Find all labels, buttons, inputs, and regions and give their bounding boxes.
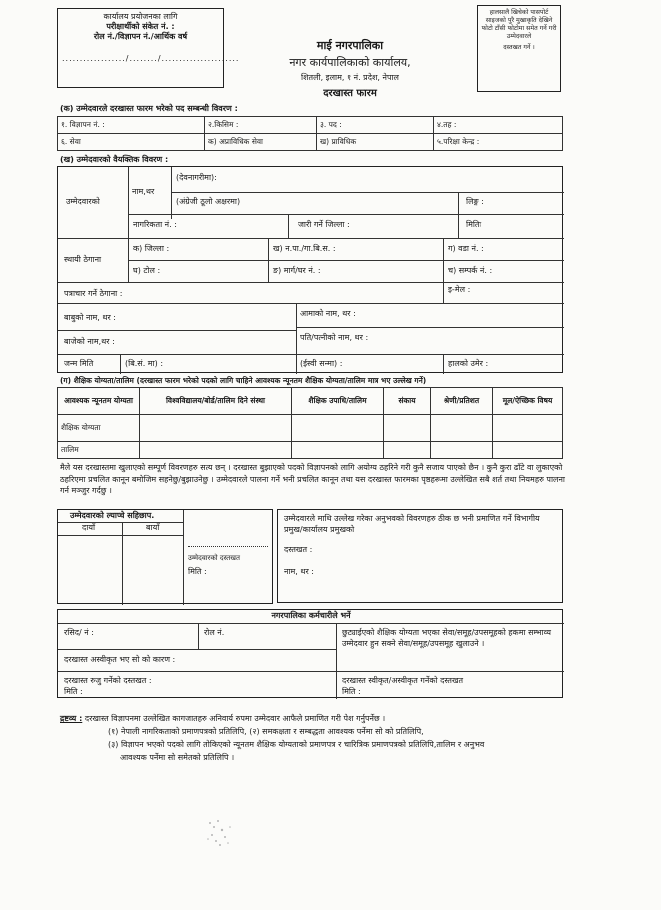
note-line4: आवश्यक पर्नेमा सो समेतको प्रतिलिपि । [120, 753, 235, 762]
tole-field[interactable]: घ) टोल : [133, 266, 161, 275]
training-degree-cell[interactable] [292, 442, 384, 459]
thumb-left-label: बायाँ [146, 523, 160, 532]
row-education-label: शैक्षिक योग्यता [58, 415, 140, 442]
candidate-signature-label: उम्मेदवारको दस्तखत [188, 554, 240, 562]
issued-district-field[interactable]: जारी गर्ने जिल्ला : [298, 220, 350, 229]
education-subject-cell[interactable] [493, 415, 563, 442]
staff-section [57, 609, 563, 698]
office-use-line3: रोल नं./विज्ञापन नं./आर्थिक वर्ष [93, 32, 188, 41]
section-b-heading: (ख) उम्मेदवारको वैयक्तिक विवरण : [60, 155, 169, 164]
level-field[interactable]: ४.तह : [434, 117, 563, 134]
ward-field[interactable]: ग) वडा नं. : [448, 244, 484, 253]
page-title: माई नगरपालिका [316, 39, 384, 52]
non-technical-option[interactable]: क) अप्राविधिक सेवा [205, 134, 317, 151]
citizenship-date-field[interactable]: मितिः [466, 220, 482, 229]
email-field[interactable]: इ-मेल : [448, 285, 471, 294]
training-division-cell[interactable] [431, 442, 493, 459]
col-institution: विश्वविद्यालय/बोर्ड/तालिम दिने संस्था [140, 388, 292, 415]
photo-sign-text: दस्तखत गर्ने । [503, 44, 535, 52]
dob-bs-field[interactable]: (बि.सं. मा) : [125, 359, 164, 368]
note-label: द्रष्टव्य : [60, 714, 83, 723]
office-address: शितली, इलाम, १ नं. प्रदेश, नेपाल [301, 73, 399, 82]
age-field[interactable]: हालको उमेर : [448, 359, 489, 368]
post-field[interactable]: ३. पद : [317, 117, 434, 134]
verification-box [277, 509, 563, 603]
section-b-table [57, 166, 563, 373]
dob-ad-field[interactable]: (ईस्वी सन्मा) : [300, 359, 343, 368]
name-devanagari-field[interactable]: (देवनागरीमा): [176, 173, 217, 182]
gender-field[interactable]: लिङ्ग : [466, 197, 484, 206]
col-subject: मूल/ऐच्छिक विषय [493, 388, 563, 415]
declaration-text: मैले यस दरखास्तमा खुलाएको सम्पूर्ण विवरणहरु सत्य छन् । दरखास्त बुझाएको पदको विज्ञापनको लागि अयोग्य ठहरिने गरी कुनै सजाय पाएको छैन । कुनै कुरा ढाँटे वा लुकाएको ठहरिएमा प्रचलित कानून बमोजिम सहनेछु/बुझाउनेछु । उम्मेदवारले पालना गर्ने भनी प्रचलित कानून तथा यस दरखास्त फारमका पृष्ठहरूमा उल्लेखित सबै शर्त तथा नियमहरु पालना गर्न मञ्जुर गर्दछु । [60, 463, 565, 496]
candidate-label: उम्मेदवारको [66, 197, 100, 206]
education-table [57, 387, 563, 459]
exam-center-field[interactable]: ५.परिक्षा केन्द्र : [434, 134, 563, 151]
reject-reason-field[interactable]: दरखास्त अस्वीकृत भए सो को कारण : [64, 655, 176, 664]
section-a-table [57, 116, 563, 151]
row-training-label: तालिम [58, 442, 140, 459]
note-section [60, 714, 565, 763]
training-faculty-cell[interactable] [384, 442, 431, 459]
note-line3: (३) विज्ञापन भएको पदको लागि तोकिएको न्यूनतम शैक्षिक योग्यताको प्रमाणपत्र र चारित्रिक प्रमाणपत्रको प्रतिलिपि,तालिम र अनुभव [108, 740, 485, 749]
check-signature-field[interactable]: दरखास्त रुजु गर्नेको दस्तखत : [64, 676, 152, 685]
correspondence-field[interactable]: पत्राचार गर्ने ठेगाना : [64, 289, 123, 298]
thumb-right-label: दायाँ [82, 523, 96, 532]
stamp-smudge [200, 815, 240, 855]
marg-field[interactable]: ङ) मार्ग/घर नं. : [273, 266, 321, 275]
training-institution-cell[interactable] [140, 442, 292, 459]
education-faculty-cell[interactable] [384, 415, 431, 442]
candidate-sign-date[interactable]: मिति : [188, 567, 207, 576]
training-subject-cell[interactable] [493, 442, 563, 459]
note-line1: दरखास्त विज्ञापनमा उल्लेखित कागजातहरु अनिवार्य रुपमा उम्मेदवार आफैले प्रमाणित गरी पेश गर्नुपर्नेछ । [84, 714, 386, 723]
contact-field[interactable]: च) सम्पर्क नं. : [448, 266, 493, 275]
col-degree: शैक्षिक उपाधि/तालिम [292, 388, 384, 415]
district-field[interactable]: क) जिल्ला : [133, 244, 170, 253]
form-title: दरखास्त फारम [323, 88, 377, 99]
approve-date-field[interactable]: मिति : [342, 687, 361, 696]
verification-text: उम्मेदवारले माथि उल्लेख गरेका अनुभवको विवरणहरु ठीक छ भनी प्रमाणित गर्ने विभागीय प्रमुख/कार्यालय प्रमुखको [284, 514, 540, 535]
verifier-signature[interactable]: दस्तखत : [284, 545, 313, 555]
col-min-qualification: आवश्यक न्यूनतम योग्यता [58, 388, 140, 415]
photo-instruction: हालसालै खिचेको पासपोर्ट साइजको पुरै मुखाकृति देखिने फोटो टाँसी फोटोमा समेत गर्ने गरी उम्मेदवारले [481, 9, 557, 40]
ad-no-field[interactable]: १. विज्ञापन नं. : [58, 117, 205, 134]
mother-field[interactable]: आमाको नाम, थर : [300, 309, 356, 318]
approve-signature-field[interactable]: दरखास्त स्वीकृत/अस्वीकृत गर्नेको दस्तखत [342, 676, 464, 685]
grandfather-field[interactable]: बाजेको नाम,थर : [64, 337, 115, 346]
education-institution-cell[interactable] [140, 415, 292, 442]
technical-option[interactable]: ख) प्राविधिक [317, 134, 434, 151]
spouse-field[interactable]: पति/पत्नीको नाम, थर : [300, 333, 369, 342]
service-label: ६. सेवा [58, 134, 205, 151]
name-label: नाम,थर [132, 187, 155, 196]
office-use-box [57, 8, 240, 88]
education-division-cell[interactable] [431, 415, 493, 442]
education-degree-cell[interactable] [292, 415, 384, 442]
office-use-line1: कार्यालय प्रयोजनका लागि [103, 12, 178, 21]
check-date-field[interactable]: मिति : [64, 687, 83, 696]
verifier-name[interactable]: नाम, थर : [284, 567, 315, 577]
staff-note: छुट्याईएको शैक्षिक योग्यता भएका सेवा/समूह/उपसमूहको हकमा सम्भाव्य उम्मेदवार हुन सक्ने सेवा/समूह/उपसमूह खुलाउने । [342, 628, 551, 649]
receipt-field[interactable]: रसिद/ नं : [64, 628, 94, 637]
father-field[interactable]: बाबुको नाम, थर : [64, 313, 116, 322]
citizenship-field[interactable]: नागरिकता नं. : [133, 220, 177, 229]
office-use-line2: परीक्षार्थीको संकेत नं. : [106, 22, 175, 31]
section-a-heading: (क) उम्मेदवारले दरखास्त फारम भरेको पद सम्बन्धी विवरण : [60, 104, 238, 113]
header [230, 38, 470, 99]
roll-field[interactable]: रोल नं. [204, 628, 225, 637]
section-c-heading: (ग) शैक्षिक योग्यता/तालिम (दरखास्त फारम भरेको पदको लागि चाहिने आवश्यक न्यूनतम शैक्षिक योग्यता/तालिम मात्र भए उल्लेख गर्ने) [60, 376, 427, 385]
thumbprint-heading: उम्मेदवारको ल्याप्चे सहिछाप. [70, 511, 155, 520]
name-english-field[interactable]: (अंग्रेजी ठूलो अक्षरमा) [176, 197, 241, 206]
note-line2: (१) नेपाली नागरिकताको प्रमाणपत्रको प्रतिलिपि, (२) समकक्षता र सम्बद्धता आवश्यक पर्नेमा सो को प्रतिलिपि, [108, 727, 424, 736]
type-field[interactable]: २.किसिम : [205, 117, 317, 134]
office-subtitle: नगर कार्यपालिकाको कार्यालय, [289, 56, 411, 69]
thumbprint-box [57, 509, 273, 604]
staff-heading: नगरपालिका कर्मचारीले भर्ने [271, 611, 351, 620]
photo-box [477, 5, 561, 92]
col-faculty: संकाय [384, 388, 431, 415]
col-division: श्रेणी/प्रतिशत [431, 388, 493, 415]
dob-label: जन्म मिति [64, 359, 94, 368]
permanent-address-label: स्थायी ठेगाना [64, 255, 102, 264]
office-use-line4: ................../......../...................... [62, 54, 240, 63]
municipality-field[interactable]: ख) न.पा./गा.बि.स. : [273, 244, 336, 253]
